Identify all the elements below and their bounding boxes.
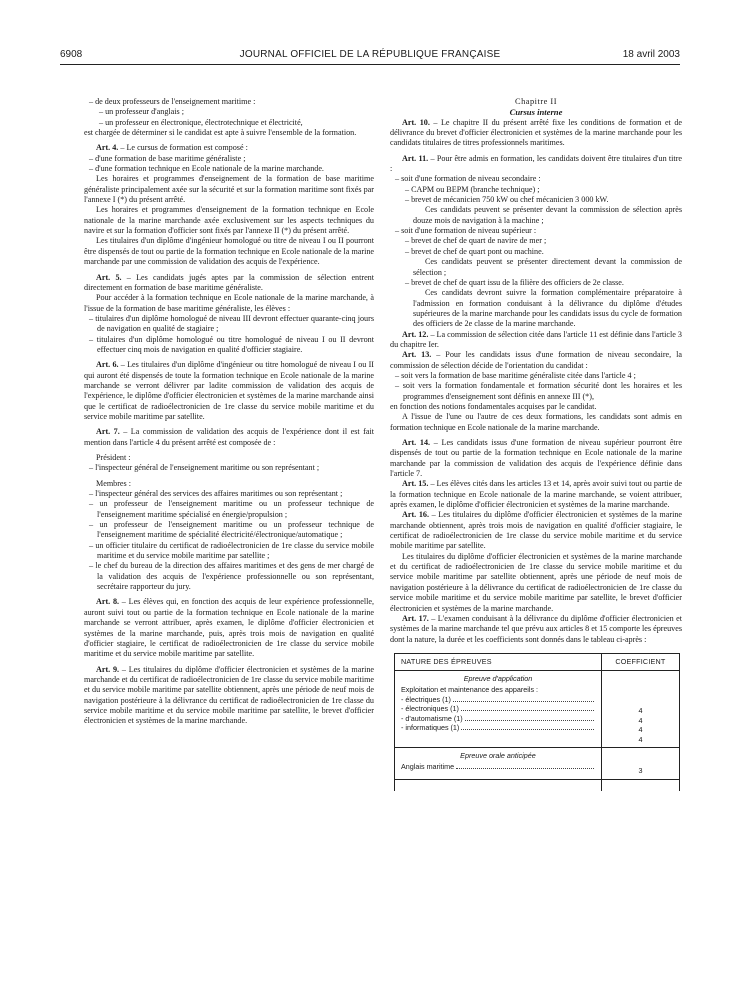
paragraph-text: – Les candidats issus d'une formation de niveau supérieur pourront être dispensés de tout ou partie de la formation technique en Ecole nationale de la marine marchande par la commission de validation des acquis de l'expérience définie dans l'article 7. (390, 438, 682, 479)
paragraph-text: – L'examen conduisant à la délivrance du diplôme d'officier électronicien et systèmes de la marine marchande tel que prévu aux articles 8 et 15 comporte les épreuves dont la nature, la durée et les coefficients sont donnés dans le tableau ci-après : (390, 613, 682, 644)
article-number: Art. 15. (402, 479, 429, 489)
paragraph-text: – soit vers la formation fondamentale et formation sécurité dont les horaires et les programmes d'enseignement sont définis en annexe III (*), (395, 381, 682, 401)
exam-coefficient: 4 (638, 734, 643, 744)
article-paragraph (84, 273, 374, 294)
article-number: Art. 10. (402, 117, 430, 127)
paragraph (84, 107, 374, 117)
paragraph (84, 97, 374, 107)
paragraph (390, 205, 682, 226)
exam-row-label (401, 723, 595, 733)
dot-leader (461, 729, 594, 730)
article-paragraph (390, 510, 682, 551)
paragraph-text: – La commission de validation des acquis de l'expérience dont il est fait mention dans l'article 4 du présent arrêté est composée de : (84, 427, 374, 447)
paragraph (390, 288, 682, 329)
article-paragraph (390, 479, 682, 510)
paragraph (84, 128, 374, 138)
paragraph-text: est chargée de déterminer si le candidat est apte à suivre l'ensemble de la formation. (84, 128, 357, 138)
chapter-subtitle: Cursus interne (509, 107, 563, 118)
paragraph-text: – brevet de mécanicien 750 kW ou chef mécanicien 3 000 kW. (405, 195, 609, 205)
article-paragraph (84, 597, 374, 659)
paragraph-text: – Les titulaires du diplôme d'officier électronicien et systèmes de la marine marchande obtiennent, après trois mois de navigation en qualité d'officier stagiaire, le certificat de radioélectronicien de 1re classe du service mobile maritime et du service mobile maritime par satellite. (390, 510, 682, 551)
dot-leader (461, 710, 594, 711)
paragraph (390, 185, 682, 195)
article-number: Art. 4. (96, 143, 119, 153)
paragraph-text: – un professeur d'anglais ; (99, 107, 184, 117)
article-paragraph (84, 143, 374, 153)
paragraph-text: – soit vers la formation de base maritime généraliste citée dans l'article 4 ; (395, 370, 636, 380)
paragraph (84, 314, 374, 335)
col-header-coefficient: COEFFICIENT (601, 653, 679, 670)
paragraph-text: Les titulaires d'un diplôme d'ingénieur homologué ou titre de niveau I ou II pourront être dispensés de tout ou partie de la formation technique en Ecole nationale de la marine marchande par une commission de validation des acquis de l'expérience. (84, 236, 374, 267)
paragraph-text: Pour accéder à la formation technique en Ecole nationale de la marine marchande, à l'issue de la formation de base maritime généraliste, les élèves : (84, 293, 374, 313)
exam-row-label (401, 704, 595, 714)
paragraph (390, 257, 682, 278)
exam-coefficient: 4 (638, 715, 643, 725)
paragraph (84, 335, 374, 356)
paragraph-text: – l'inspecteur général des services des affaires maritimes ou son représentant ; (89, 489, 343, 499)
oral-cell (395, 748, 602, 780)
paragraph-text: – brevet de chef de quart de navire de mer ; (405, 236, 547, 246)
paragraph (84, 205, 374, 236)
paragraph (84, 561, 374, 592)
left-column (84, 97, 374, 727)
paragraph-text: – titulaires d'un diplôme homologué ou titre homologué de niveau I ou II devront effectuer cinq mois de navigation en qualité d'officier stagiaire. (89, 334, 374, 354)
exam-row-label (401, 695, 595, 705)
paragraph (390, 226, 682, 236)
chapter-title: Chapitre II (514, 97, 557, 106)
article-number: Art. 6. (96, 360, 119, 370)
table-tail-cell (601, 779, 679, 791)
exam-coefficient: 4 (638, 706, 643, 716)
article-number: Art. 13. (402, 350, 432, 360)
exam-table-section-oral (395, 748, 680, 780)
page-number: 6908 (60, 49, 83, 60)
exam-row-label (401, 714, 595, 724)
oral-coefficients (601, 748, 679, 780)
paragraph-text: – Les élèves qui, en fonction des acquis de leur expérience professionnelle, auront suivi tout ou partie de la formation technique en Ecole nationale de la marine marchande se verront attribuer, après examen, le diplôme d'officier électronicien et systèmes de la marine marchande, puis, après trois mois de navigation en qualité d'officier stagiaire, le certificat de radioélectronicien de 1re classe du service mobile maritime et du service mobile maritime par satellite. (84, 597, 374, 659)
paragraph-text: – Pour les candidats issus d'une formation de niveau secondaire, la commission de sélection décide de l'orientation du candidat : (390, 350, 682, 370)
right-column (390, 97, 682, 791)
paragraph-text: – un professeur en électronique, électrotechnique et électricité, (99, 117, 303, 127)
paragraph-text: – titulaires d'un diplôme homologué de niveau III devront effectuer quarante-cinq jours de navigation en qualité de stagiaire ; (89, 313, 374, 334)
paragraph (390, 174, 682, 184)
paragraph (390, 552, 682, 614)
paragraph (84, 489, 374, 499)
paragraph-text: – brevet de chef de quart issu de la filière des officiers de 2e classe. (405, 277, 624, 287)
paragraph (390, 247, 682, 257)
exam-coefficient: 4 (638, 725, 643, 735)
paragraph-text: Les horaires et programmes d'enseignement de la formation technique en Ecole nationale de la marine marchande axée exclusivement sur les aspects techniques du navire et sur la formation d'officier sont fixés par l'annexe II (*) du présent arrêté. (84, 205, 374, 236)
article-paragraph (390, 614, 682, 645)
paragraph (84, 479, 374, 489)
exam-coefficient: 3 (638, 766, 643, 776)
article-paragraph (390, 118, 682, 149)
coef-list (604, 706, 677, 744)
paragraph-text: en fonction des notions fondamentales acquises par le candidat. (390, 401, 597, 411)
paragraph-text: Ces candidats peuvent se présenter directement devant la commission de sélection ; (413, 257, 682, 277)
paragraph-text: – brevet de chef de quart pont ou machine. (405, 246, 544, 256)
paragraph-text: – Pour être admis en formation, les candidats doivent être titulaires d'un titre : (390, 153, 683, 174)
application-cell (395, 671, 602, 748)
article-number: Art. 5. (96, 272, 122, 282)
paragraph-text: Ces candidats peuvent se présenter devant la commission de sélection après douze mois de navigation à la machine ; (413, 205, 682, 225)
paragraph-text: – Les élèves cités dans les articles 13 et 14, après avoir suivi tout ou partie de la formation technique en Ecole nationale de la marine marchande, se voient attribuer, après examen, le diplôme d'officier électronicien et systèmes de la marine marchande. (390, 479, 683, 510)
exam-name: - d'automatisme (1) (401, 713, 463, 723)
publication-date: 18 avril 2003 (622, 49, 680, 60)
article-paragraph (84, 665, 374, 727)
coef-list (604, 766, 677, 776)
exam-name: Anglais maritime (401, 761, 455, 771)
oral-labels (401, 762, 595, 772)
paragraph-text: – Les candidats jugés aptes par la commission de sélection entrent directement en formation de base maritime généraliste. (84, 272, 375, 292)
paragraph (390, 236, 682, 246)
article-number: Art. 16. (402, 510, 429, 520)
paragraph (390, 371, 682, 381)
paragraph-text: – Les titulaires d'un diplôme d'ingénieur ou titre homologué de niveau I ou II qui auront été dispensés de toute la formation technique en Ecole nationale de la marine marchande se verront délivrer par ladite commission de validation des acquis de l'expérience, le diplôme d'officier électronicien et systèmes de la marine marchande ainsi que le certificat de radioélectronicien de 1re classe du service mobile maritime et du service mobile maritime par satellite. (84, 360, 374, 421)
article-number: Art. 12. (402, 329, 429, 339)
paragraph (390, 381, 682, 402)
exam-table-header-row (395, 653, 680, 670)
paragraph-text: – CAPM ou BEPM (branche technique) ; (405, 184, 540, 194)
application-coefficients (601, 671, 679, 748)
paragraph (84, 541, 374, 562)
paragraph-text: – La commission de sélection citée dans l'article 11 est définie dans l'article 3 du chapitre Ier. (390, 329, 682, 349)
application-labels (401, 695, 595, 733)
paragraph-text: – le chef du bureau de la direction des affaires maritimes et des gens de mer chargé de la validation des acquis de l'expérience professionnelle ou son représentant, secrétaire rapporteur du jury. (89, 561, 374, 592)
paragraph (84, 154, 374, 164)
exam-table-section-application (395, 671, 680, 748)
paragraph-text: – soit d'une formation de niveau supérieur : (395, 226, 537, 236)
paragraph-text: – un officier titulaire du certificat de radioélectronicien de 1re classe du service mobile maritime et du service mobile maritime par satellite ; (89, 540, 374, 561)
dot-leader (465, 720, 594, 721)
paragraph (84, 463, 374, 473)
article-paragraph (390, 350, 682, 371)
exam-name: - électriques (1) (401, 694, 451, 704)
paragraph (390, 402, 682, 412)
section-title: Epreuve orale anticipée (460, 751, 536, 761)
paragraph (84, 293, 374, 314)
paragraph-text: – Le chapitre II du présent arrêté fixe les conditions de formation et de délivrance du brevet d'officier électronicien et systèmes de la marine marchande pour les candidats titulaires de titres professionnels maritimes. (390, 117, 682, 148)
paragraph-text: – soit d'une formation de niveau secondaire : (395, 174, 541, 184)
paragraph-text: Les horaires et programmes d'enseignement de la formation de base maritime généraliste principalement axée sur la sécurité et sur la formation maritime sont fixés par l'annexe I (*) du présent arrêté. (84, 174, 374, 205)
paragraph-text: – d'une formation technique en Ecole nationale de la marine marchande. (89, 164, 324, 174)
col-header-nature: NATURE DES ÉPREUVES (395, 653, 602, 670)
paragraph-text: – un professeur de l'enseignement maritime ou un professeur technique de l'enseignement maritime spécialisé en énergie/propulsion ; (89, 499, 374, 519)
table-tail-cell (395, 779, 602, 791)
paragraph (84, 118, 374, 128)
exam-name: - informatiques (1) (401, 723, 460, 733)
paragraph-text: – l'inspecteur général de l'enseignement maritime ou son représentant ; (89, 463, 320, 473)
paragraph (84, 499, 374, 520)
paragraph-text: – Le cursus de formation est composé : (118, 143, 248, 153)
paragraph-text: – un professeur de l'enseignement maritime ou un professeur technique de l'enseignement maritime de spécialité électricité/électronique/automatique ; (89, 520, 374, 540)
exam-row-label (401, 762, 595, 772)
page-header (60, 49, 680, 63)
paragraph (390, 195, 682, 205)
paragraph (84, 164, 374, 174)
paragraph (84, 520, 374, 541)
paragraph (390, 278, 682, 288)
paragraph (390, 412, 682, 433)
article-paragraph (390, 154, 682, 175)
paragraph-text: – d'une formation de base maritime généraliste ; (89, 153, 246, 163)
article-number: Art. 14. (402, 438, 431, 447)
article-paragraph (390, 438, 682, 479)
paragraph-text: Les titulaires du diplôme d'officier électronicien et systèmes de la marine marchande et du certificat de radioélectronicien de 1re classe du service mobile maritime et du service mobile maritime par satellite obtiennent, après une période de neuf mois de navigation postérieure à la délivrance du certificat de radioélectronicien de 1re classe du service mobile maritime et du service mobile maritime par satellite, le brevet d'officier électronicien et systèmes de la marine marchande. (390, 551, 682, 613)
header-rule (60, 64, 680, 65)
dot-leader (456, 768, 594, 769)
exam-table (394, 653, 680, 791)
article-paragraph (84, 427, 374, 448)
article-paragraph (390, 330, 682, 351)
section-intro: Exploitation et maintenance des appareils : (401, 684, 539, 694)
journal-title: JOURNAL OFFICIEL DE LA RÉPUBLIQUE FRANÇAISE (239, 49, 501, 60)
paragraph-text: – de deux professeurs de l'enseignement maritime : (89, 97, 256, 106)
paragraph (84, 453, 374, 463)
paragraph (84, 236, 374, 267)
paragraph-text: Président : (96, 453, 131, 462)
paragraph-text: Ces candidats devront suivre la formation complémentaire préparatoire à l'admission en formation conduisant à la délivrance du diplôme d'études supérieures de la marine marchande pour les candidats issus du cycle de formation des officiers de 2e classe de la marine marchande. (413, 288, 682, 329)
exam-table-tail-row (395, 779, 680, 791)
exam-name: - électroniques (1) (401, 704, 459, 714)
article-number: Art. 7. (96, 427, 120, 437)
section-title: Epreuve d'application (463, 674, 533, 684)
paragraph-text: Membres : (96, 478, 131, 488)
article-number: Art. 8. (96, 597, 120, 607)
paragraph-text: A l'issue de l'une ou l'autre de ces deux formations, les candidats sont admis en formation technique en Ecole nationale de la marine marchande. (390, 412, 682, 432)
paragraph (84, 174, 374, 205)
article-number: Art. 11. (402, 153, 429, 163)
article-number: Art. 9. (96, 664, 120, 674)
article-paragraph (84, 360, 374, 422)
dot-leader (453, 701, 594, 702)
paragraph-text: – Les titulaires du diplôme d'officier électronicien et systèmes de la marine marchande et du certificat de radioélectronicien de 1re classe du service mobile maritime et du service mobile maritime par satellite obtiennent, après une période de neuf mois de navigation postérieure à la délivrance du certificat de radioélectronicien de 1re classe du service mobile maritime et du service mobile maritime par satellite, le brevet d'officier électronicien et systèmes de la marine marchande. (84, 664, 374, 726)
article-number: Art. 17. (402, 613, 429, 623)
right-column-body (390, 118, 682, 645)
